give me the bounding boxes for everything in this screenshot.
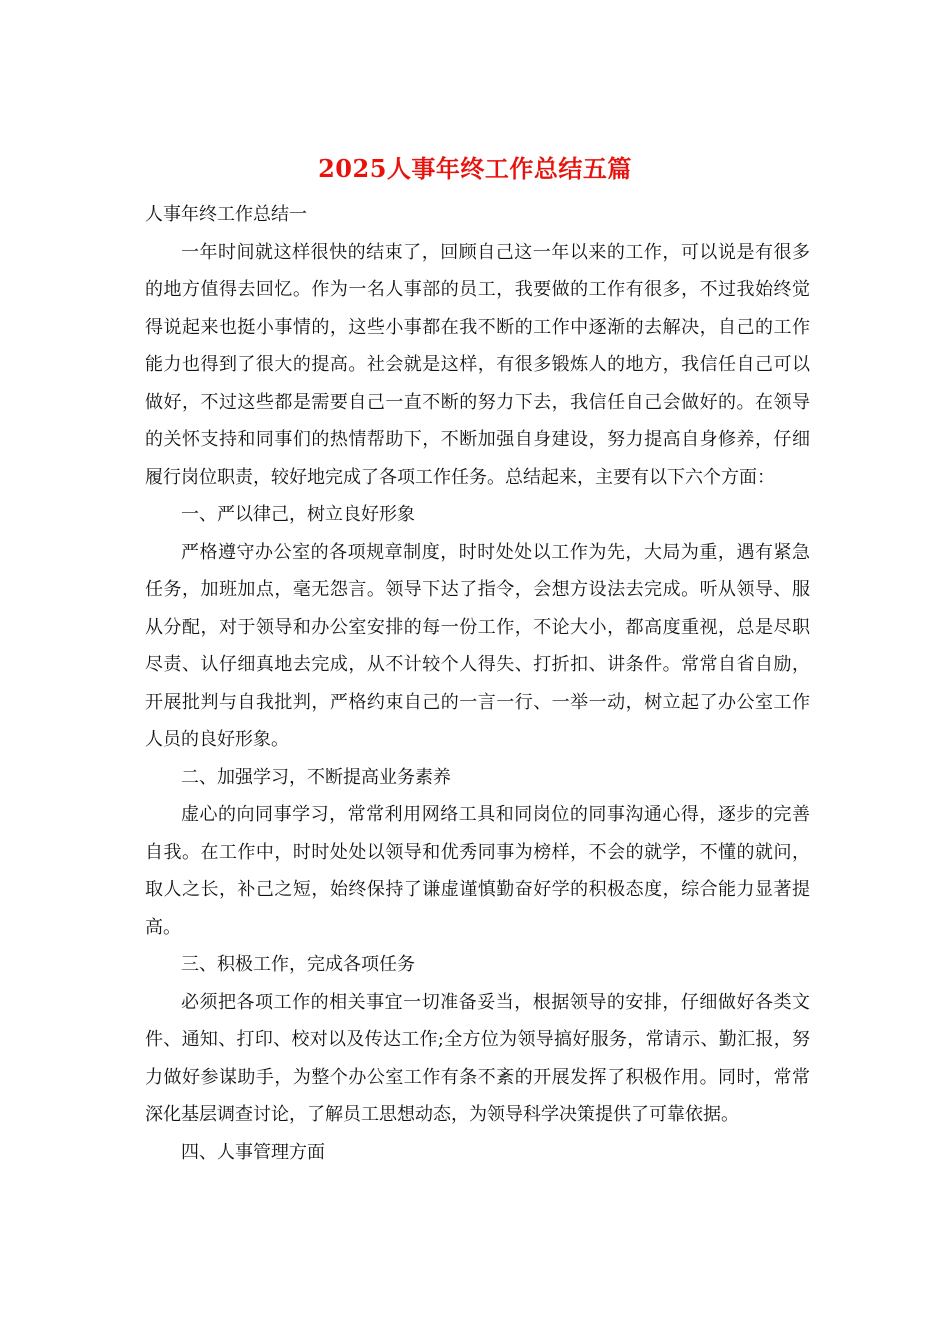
document-body (145, 196, 810, 1171)
paragraph-1: 严格遵守办公室的各项规章制度，时时处处以工作为先，大局为重，遇有紧急任务，加班加点，毫无怨言。领导下达了指令，会想方设法去完成。听从领导、服从分配，对于领导和办公室安排的每一份工作，不论大小，都高度重视，总是尽职尽责、认仔细真地去完成，从不计较个人得失、打折扣、讲条件。常常自省自励，开展批判与自我批判，严格约束自己的一言一行、一举一动，树立起了办公室工作人员的良好形象。 (145, 541, 810, 750)
section-subtitle: 人事年终工作总结一 (145, 204, 307, 225)
section-heading-2: 二、加强学习，不断提高业务素养 (181, 766, 451, 788)
section-heading-3: 三、积极工作，完成各项任务 (181, 954, 415, 975)
paragraph-intro: 一年时间就这样很快的结束了，回顾自己这一年以来的工作，可以说是有很多的地方值得去回忆。作为一名人事部的员工，我要做的工作有很多，不过我始终觉得说起来也挺小事情的，这些小事都在我不断的工作中逐渐的去解决，自己的工作能力也得到了很大的提高。社会就是这样，有很多锻炼人的地方，我信任自己可以做好，不过这些都是需要自己一直不断的努力下去，我信任自己会做好的。在领导的关怀支持和同事们的热情帮助下，不断加强自身建设，努力提高自身修养，仔细履行岗位职责，较好地完成了各项工作任务。总结起来，主要有以下六个方面： (145, 241, 810, 488)
section-heading-4: 四、人事管理方面 (181, 1141, 325, 1163)
paragraph-3: 必须把各项工作的相关事宜一切准备妥当，根据领导的安排，仔细做好各类文件、通知、打印、校对以及传达工作;全方位为领导搞好服务，常请示、勤汇报，努力做好参谋助手，为整个办公室工作有条不紊的开展发挥了积极作用。同时，常常深化基层调查讨论，了解员工思想动态，为领导科学决策提供了可靠依据。 (145, 991, 810, 1125)
document-title: 2025人事年终工作总结五篇 (318, 154, 632, 183)
paragraph-2: 虚心的向同事学习，常常利用网络工具和同岗位的同事沟通心得，逐步的完善自我。在工作中，时时处处以领导和优秀同事为榜样，不会的就学，不懂的就问，取人之长，补己之短，始终保持了谦虚谨慎勤奋好学的积极态度，综合能力显著提高。 (145, 804, 810, 938)
section-heading-1: 一、严以律己，树立良好形象 (181, 504, 415, 525)
